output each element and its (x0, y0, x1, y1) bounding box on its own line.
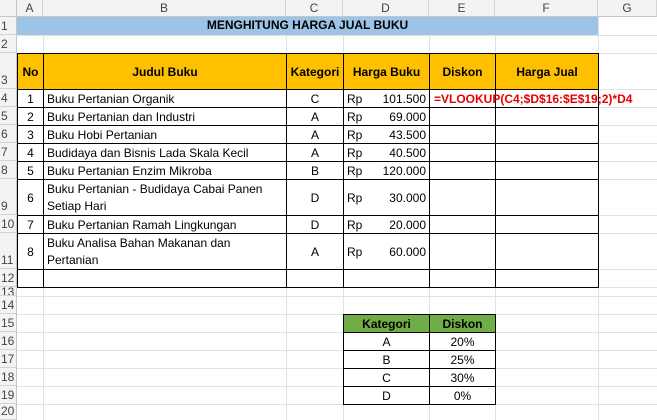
cell-empty[interactable] (343, 269, 430, 288)
gridline (17, 296, 657, 297)
row-header-17[interactable]: 17 (0, 350, 17, 368)
cell-kategori[interactable]: B (286, 161, 344, 180)
cell-no[interactable]: 8 (17, 233, 44, 270)
cell-empty[interactable] (43, 269, 287, 288)
row-header-9[interactable]: 9 (0, 179, 17, 215)
cell-judul[interactable]: Buku Pertanian Enzim Mikroba (43, 161, 287, 180)
cell-diskon[interactable] (429, 143, 496, 162)
row-header-10[interactable]: 10 (0, 215, 17, 233)
cell-judul[interactable]: Buku Hobi Pertanian (43, 125, 287, 144)
cell-kategori[interactable]: D (286, 179, 344, 216)
cell-harga-jual[interactable] (495, 143, 599, 162)
row-header-18[interactable]: 18 (0, 368, 17, 386)
cell-no[interactable]: 7 (17, 215, 44, 234)
cell-harga-jual[interactable] (495, 107, 599, 126)
column-header-c[interactable]: C (286, 0, 343, 17)
gridline (17, 350, 657, 351)
discount-header-diskon[interactable]: Diskon (429, 314, 496, 333)
cell-harga[interactable]: Rp 60.000 (343, 233, 430, 270)
cell-diskon[interactable] (429, 161, 496, 180)
discount-kategori[interactable]: B (343, 350, 430, 369)
cell-empty[interactable] (286, 269, 344, 288)
cell-kategori[interactable]: A (286, 125, 344, 144)
column-header-e[interactable]: E (429, 0, 495, 17)
cell-judul[interactable]: Budidaya dan Bisnis Lada Skala Kecil (43, 143, 287, 162)
row-header-7[interactable]: 7 (0, 143, 17, 161)
cell-harga-jual[interactable] (495, 161, 599, 180)
cell-empty[interactable] (17, 269, 44, 288)
cell-harga[interactable]: Rp 101.500 (343, 89, 430, 108)
row-header-2[interactable]: 2 (0, 35, 17, 53)
cell-harga[interactable]: Rp 40.500 (343, 143, 430, 162)
cell-empty[interactable] (429, 269, 496, 288)
cell-diskon[interactable] (429, 125, 496, 144)
column-header-a[interactable]: A (17, 0, 43, 17)
header-kategori[interactable]: Kategori (286, 53, 344, 90)
cell-kategori[interactable]: A (286, 143, 344, 162)
discount-value[interactable]: 0% (429, 386, 496, 405)
row-header-11[interactable]: 11 (0, 233, 17, 269)
row-header-1[interactable]: 1 (0, 17, 17, 35)
select-all-corner[interactable] (0, 0, 17, 17)
cell-no[interactable]: 3 (17, 125, 44, 144)
title-cell[interactable]: MENGHITUNG HARGA JUAL BUKU (17, 17, 598, 35)
row-header-12[interactable]: 12 (0, 269, 17, 287)
cell-judul[interactable]: Buku Analisa Bahan Makanan dan Pertanian (43, 233, 287, 270)
gridline (17, 35, 657, 36)
gridline (17, 386, 657, 387)
column-header-d[interactable]: D (343, 0, 429, 17)
gridline (17, 314, 657, 315)
cell-diskon[interactable] (429, 233, 496, 270)
row-header-6[interactable]: 6 (0, 125, 17, 143)
column-header-b[interactable]: B (43, 0, 286, 17)
header-no[interactable]: No (17, 53, 44, 90)
row-header-20[interactable]: 20 (0, 404, 17, 420)
gridline (17, 332, 657, 333)
gridline (17, 404, 657, 405)
cell-harga-jual[interactable] (495, 215, 599, 234)
discount-kategori[interactable]: C (343, 368, 430, 387)
cell-diskon[interactable] (429, 179, 496, 216)
cell-harga[interactable]: Rp 69.000 (343, 107, 430, 126)
cell-harga-jual[interactable] (495, 125, 599, 144)
row-header-13[interactable]: 13 (0, 287, 17, 296)
row-header-15[interactable]: 15 (0, 314, 17, 332)
formula-text: =VLOOKUP(C4;$D$16:$E$19;2)*D4 (434, 92, 633, 106)
cell-judul[interactable]: Buku Pertanian - Budidaya Cabai Panen Setiap Hari (43, 179, 287, 216)
cell-empty[interactable] (495, 269, 599, 288)
discount-value[interactable]: 20% (429, 332, 496, 351)
gridline (17, 368, 657, 369)
cell-kategori[interactable]: A (286, 107, 344, 126)
row-header-8[interactable]: 8 (0, 161, 17, 179)
cell-harga[interactable]: Rp 30.000 (343, 179, 430, 216)
cell-kategori[interactable]: C (286, 89, 344, 108)
row-header-4[interactable]: 4 (0, 89, 17, 107)
cell-no[interactable]: 1 (17, 89, 44, 108)
cell-no[interactable]: 4 (17, 143, 44, 162)
cell-harga[interactable]: Rp 43.500 (343, 125, 430, 144)
row-header-5[interactable]: 5 (0, 107, 17, 125)
row-header-16[interactable]: 16 (0, 332, 17, 350)
cell-judul[interactable]: Buku Pertanian Organik (43, 89, 287, 108)
discount-kategori[interactable]: A (343, 332, 430, 351)
cell-no[interactable]: 2 (17, 107, 44, 126)
discount-header-kategori[interactable]: Kategori (343, 314, 430, 333)
row-header-3[interactable]: 3 (0, 53, 17, 89)
header-judul-buku[interactable]: Judul Buku (43, 53, 287, 90)
column-header-f[interactable]: F (495, 0, 598, 17)
discount-kategori[interactable]: D (343, 386, 430, 405)
cell-judul[interactable]: Buku Pertanian Ramah Lingkungan (43, 215, 287, 234)
cell-no[interactable]: 5 (17, 161, 44, 180)
cell-judul[interactable]: Buku Pertanian dan Industri (43, 107, 287, 126)
cell-harga-jual[interactable] (495, 179, 599, 216)
discount-value[interactable]: 25% (429, 350, 496, 369)
cell-harga-jual[interactable] (495, 233, 599, 270)
row-header-14[interactable]: 14 (0, 296, 17, 314)
row-header-19[interactable]: 19 (0, 386, 17, 404)
cell-diskon[interactable] (429, 107, 496, 126)
column-header-g[interactable]: G (598, 0, 657, 17)
cell-kategori[interactable]: A (286, 233, 344, 270)
cell-harga[interactable]: Rp 120.000 (343, 161, 430, 180)
cell-diskon[interactable] (429, 215, 496, 234)
header-harga-jual[interactable]: Harga Jual (495, 53, 599, 90)
cell-harga[interactable]: Rp 20.000 (343, 215, 430, 234)
header-diskon[interactable]: Diskon (429, 53, 496, 90)
header-harga-buku[interactable]: Harga Buku (343, 53, 430, 90)
cell-no[interactable]: 6 (17, 179, 44, 216)
discount-value[interactable]: 30% (429, 368, 496, 387)
cell-kategori[interactable]: D (286, 215, 344, 234)
